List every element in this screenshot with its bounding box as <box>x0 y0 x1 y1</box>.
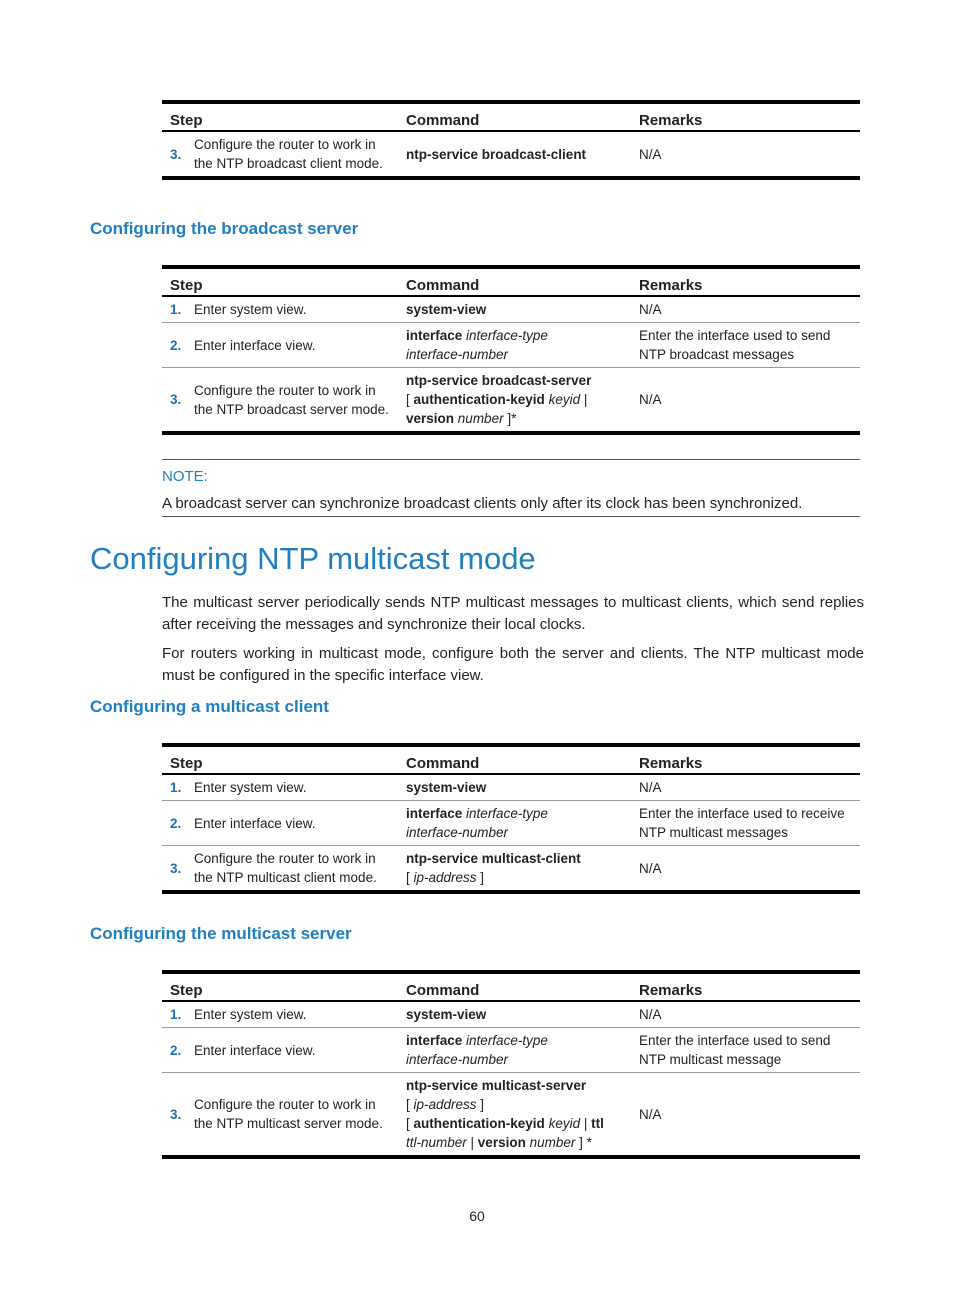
remarks-cell: N/A <box>639 780 662 795</box>
broadcast-server-heading: Configuring the broadcast server <box>90 219 359 238</box>
command-header: Command <box>398 972 631 1001</box>
section-paragraph-1: The multicast server periodically sends NTP multicast messages to multicast clients, which send replies after receiving the messages and synchronize their local clocks. <box>162 594 864 633</box>
note-text: A broadcast server can synchronize broadcast clients only after its clock has been synchronized. <box>162 495 803 512</box>
remarks-header: Remarks <box>631 972 860 1001</box>
step-number: 2. <box>162 801 186 846</box>
remarks-cell: N/A <box>639 1007 662 1022</box>
command-argument: keyid <box>548 392 581 407</box>
command-cell <box>398 131 631 178</box>
command-keyword: system-view <box>406 780 487 795</box>
step-description: Configure the router to work in the NTP broadcast client mode. <box>194 137 383 171</box>
step-description: Enter interface view. <box>186 323 398 368</box>
command-keyword: interface <box>406 806 463 821</box>
table-row <box>162 1028 860 1073</box>
step-description: Configure the router to work in the NTP broadcast server mode. <box>186 368 398 434</box>
step-description: Enter interface view. <box>186 801 398 846</box>
command-keyword: system-view <box>406 1007 487 1022</box>
command-cell <box>398 846 631 893</box>
command-argument: interface-number <box>406 1052 509 1067</box>
command-text: | <box>580 1116 592 1131</box>
table-body <box>162 296 860 433</box>
multicast-client-heading: Configuring a multicast client <box>90 697 329 716</box>
command-keyword: version <box>477 1135 526 1150</box>
command-keyword: authentication-keyid <box>413 1116 545 1131</box>
step-number: 2. <box>162 1028 186 1073</box>
table-body <box>162 131 860 178</box>
remarks-cell: Enter the interface used to receive NTP multicast messages <box>631 801 860 846</box>
command-text: [ <box>406 1097 414 1112</box>
command-keyword: ntp-service multicast-client <box>406 851 581 866</box>
table-row <box>162 774 860 801</box>
step-number: 1. <box>170 780 182 795</box>
command-argument: keyid <box>548 1116 581 1131</box>
step-description: Configure the router to work in the NTP multicast client mode. <box>186 846 398 893</box>
command-text: ] <box>476 870 485 885</box>
command-keyword: system-view <box>406 302 487 317</box>
table-body <box>162 1001 860 1157</box>
table-row <box>162 1001 860 1028</box>
step-header: Step <box>162 972 398 1001</box>
remarks-cell: N/A <box>639 302 662 317</box>
multicast-server-table <box>162 970 860 1159</box>
step-number: 1. <box>170 1007 182 1022</box>
command-keyword: interface <box>406 328 463 343</box>
broadcast-client-table <box>162 100 860 180</box>
command-argument: ttl-number <box>406 1135 467 1150</box>
command-text: ] * <box>575 1135 592 1150</box>
step-description: Enter system view. <box>194 1007 307 1022</box>
page-number: 60 <box>469 1208 485 1224</box>
command-cell <box>398 1028 631 1073</box>
step-header: Step <box>162 102 398 131</box>
command-argument: number <box>529 1135 576 1150</box>
step-number: 1. <box>170 302 182 317</box>
step-description: Configure the router to work in the NTP multicast server mode. <box>186 1073 398 1158</box>
command-header: Command <box>398 745 631 774</box>
command-keyword: authentication-keyid <box>413 392 545 407</box>
command-text: | <box>466 1135 478 1150</box>
remarks-cell: N/A <box>631 846 860 893</box>
command-argument: interface-type <box>466 1033 548 1048</box>
step-description: Enter interface view. <box>186 1028 398 1073</box>
remarks-header: Remarks <box>631 267 860 296</box>
remarks-cell: N/A <box>631 1073 860 1158</box>
command-cell <box>398 774 631 801</box>
command-text: [ <box>406 870 414 885</box>
command-cell <box>398 801 631 846</box>
multicast-server-heading: Configuring the multicast server <box>90 924 352 943</box>
table-row <box>162 323 860 368</box>
remarks-header: Remarks <box>631 102 860 131</box>
step-number: 3. <box>162 368 186 434</box>
table-row <box>162 131 860 178</box>
command-header: Command <box>398 267 631 296</box>
step-header: Step <box>162 745 398 774</box>
step-number: 3. <box>162 846 186 893</box>
step-description: Enter system view. <box>194 780 307 795</box>
command-argument: ip-address <box>413 870 477 885</box>
command-text: [ <box>406 1116 414 1131</box>
step-number: 2. <box>162 323 186 368</box>
command-argument: interface-type <box>466 806 548 821</box>
table-body <box>162 774 860 892</box>
command-cell <box>398 323 631 368</box>
command-argument: number <box>457 411 504 426</box>
remarks-header: Remarks <box>631 745 860 774</box>
command-argument: interface-number <box>406 825 509 840</box>
section-paragraph-2: For routers working in multicast mode, configure both the server and clients. The NTP multicast mode must be configured in the specific interface view. <box>162 645 864 684</box>
multicast-client-table <box>162 743 860 894</box>
remarks-cell: Enter the interface used to send NTP broadcast messages <box>631 323 860 368</box>
command-cell <box>398 296 631 323</box>
remarks-cell: N/A <box>631 368 860 434</box>
step-number: 3. <box>170 146 182 162</box>
command-cell <box>398 368 631 434</box>
command-header: Command <box>398 102 631 131</box>
command-keyword: ttl <box>591 1116 604 1131</box>
command-cell <box>398 1073 631 1158</box>
table-row <box>162 801 860 846</box>
command-keyword: interface <box>406 1033 463 1048</box>
note-label: NOTE: <box>162 468 208 485</box>
broadcast-server-table <box>162 265 860 435</box>
step-description: Enter system view. <box>194 302 307 317</box>
command-keyword: ntp-service broadcast-client <box>406 146 587 162</box>
section-title: Configuring NTP multicast mode <box>90 541 536 576</box>
command-text: | <box>580 392 592 407</box>
command-text: ] <box>476 1097 485 1112</box>
command-text: ]* <box>503 411 517 426</box>
step-number: 3. <box>162 1073 186 1158</box>
table-row <box>162 1073 860 1158</box>
command-keyword: ntp-service multicast-server <box>406 1078 587 1093</box>
table-row <box>162 296 860 323</box>
command-argument: interface-type <box>466 328 548 343</box>
table-row <box>162 846 860 893</box>
command-keyword: ntp-service broadcast-server <box>406 373 592 388</box>
table-row <box>162 368 860 434</box>
step-header: Step <box>162 267 398 296</box>
command-argument: ip-address <box>413 1097 477 1112</box>
command-keyword: version <box>406 411 455 426</box>
note-box <box>162 459 860 517</box>
command-cell <box>398 1001 631 1028</box>
command-argument: interface-number <box>406 347 509 362</box>
command-text: [ <box>406 392 414 407</box>
remarks-cell: Enter the interface used to send NTP multicast message <box>631 1028 860 1073</box>
remarks-cell: N/A <box>639 146 662 162</box>
